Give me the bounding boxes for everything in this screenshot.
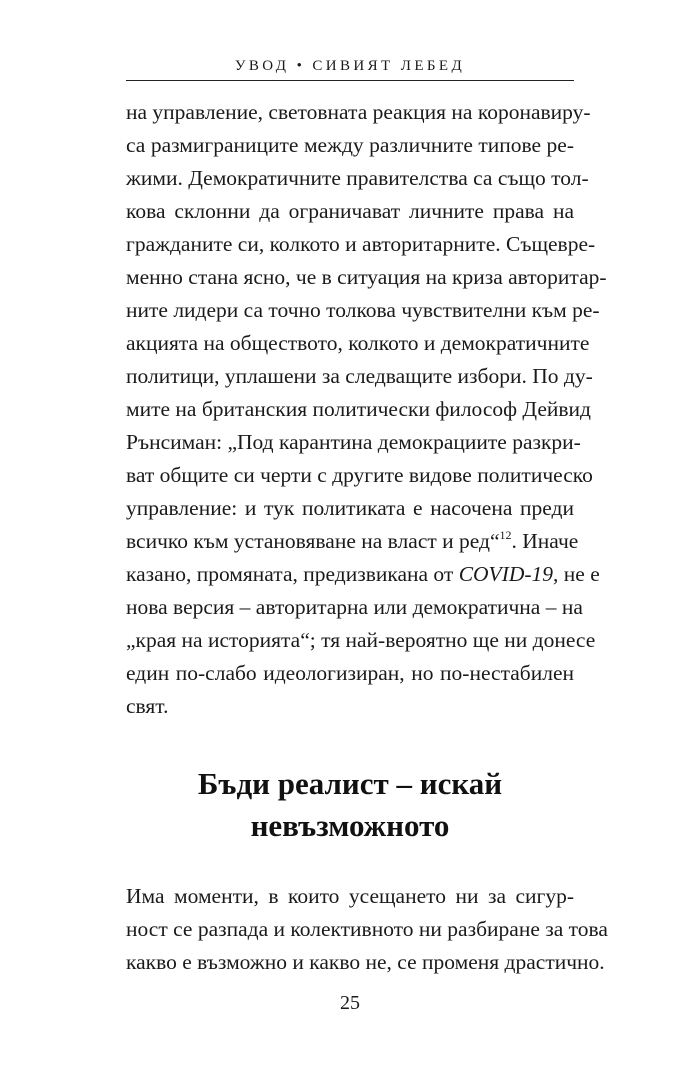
text-line: нова версия – авторитарна или демократична – на — [126, 595, 583, 619]
text-line: мите на британския политически философ Дейвид — [126, 397, 592, 421]
text-line: на управление, световната реакция на коронавиру- — [126, 100, 591, 124]
page-number: 25 — [340, 992, 360, 1014]
running-head — [0, 58, 700, 75]
text-run: . Иначе — [511, 529, 579, 553]
text-line: гражданите си, колкото и авторитарните. Същевре- — [126, 232, 596, 256]
body-paragraph-1 — [126, 96, 607, 723]
text-line: кова склонни да ограничават личните права на — [126, 199, 574, 223]
text-run: Има моменти, в които усещането ни за сигур- — [126, 884, 574, 908]
text-line: Рънсиман: „Под карантина демокрациите разкри- — [126, 430, 581, 454]
text-line: менно стана ясно, че в ситуация на криза авторитар- — [126, 265, 607, 289]
text-run: всичко към установяване на власт и ред“ — [126, 529, 500, 553]
text-line: са размиграниците между различните типове ре- — [126, 133, 574, 157]
text-line: ните лидери са точно толкова чувствителни към ре- — [126, 298, 600, 322]
header-rule — [126, 80, 574, 81]
body-paragraph-2 — [126, 880, 608, 979]
text-line: управление: и тук политиката е насочена преди — [126, 496, 574, 520]
text-line: политици, уплашени за следващите избори. По ду- — [126, 364, 593, 388]
text-line: какво е възможно и какво не, се променя драстично. — [126, 950, 605, 974]
section-heading-line: невъзможното — [250, 808, 450, 843]
section-heading-line: Бъди реалист – искай — [197, 766, 503, 801]
footnote-reference[interactable]: 12 — [499, 528, 512, 542]
text-line: един по-слабо идеологизиран, но по-нестабилен — [126, 661, 574, 685]
running-head-chapter: СИВИЯТ ЛЕБЕД — [312, 58, 466, 74]
text-line: акцията на обществото, колкото и демократичните — [126, 331, 590, 355]
italic-term: COVID-19 — [458, 562, 554, 586]
section-heading — [0, 763, 700, 847]
running-head-separator: • — [296, 58, 306, 74]
text-line — [126, 880, 574, 913]
text-line: „края на историята“; тя най-вероятно ще ни донесе — [126, 628, 596, 652]
text-line — [126, 525, 579, 558]
text-line — [126, 558, 600, 591]
text-line: ност се разпада и колективното ни разбиране за това — [126, 917, 608, 941]
text-run: казано, промяната, предизвикана от — [126, 562, 459, 586]
text-run: , не е — [553, 562, 600, 586]
text-line: свят. — [126, 694, 169, 718]
running-head-part: УВОД — [234, 58, 290, 74]
text-line: ват общите си черти с другите видове политическо — [126, 463, 593, 487]
text-line: жими. Демократичните правителства са също тол- — [126, 166, 589, 190]
